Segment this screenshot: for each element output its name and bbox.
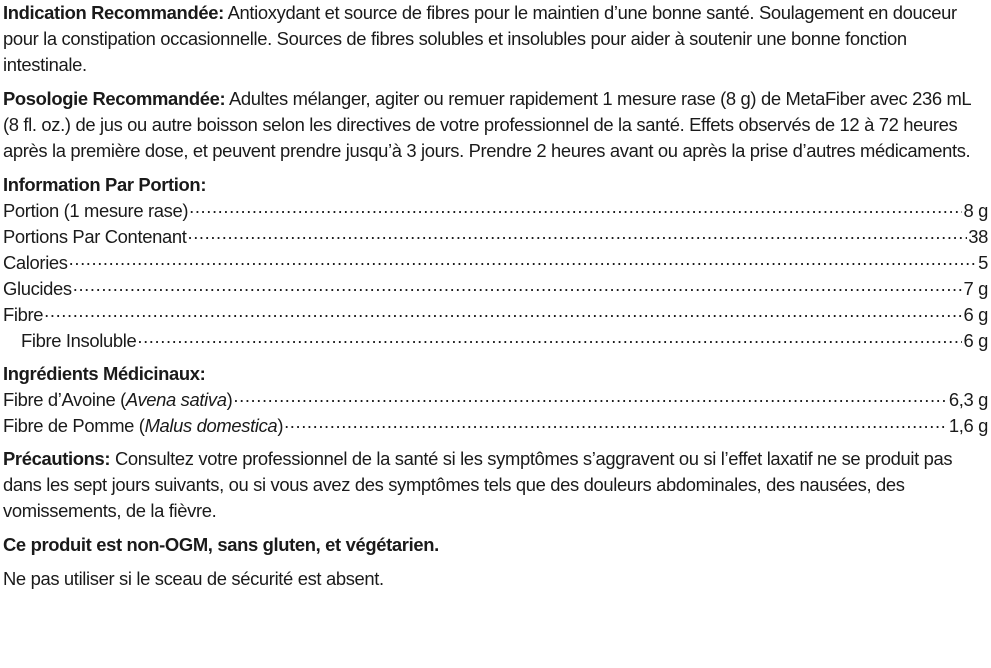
leader-dots [137,329,962,347]
glucides-label: Glucides [3,278,72,299]
portions-per-container-label: Portions Par Contenant [3,226,187,247]
glucides-row [3,276,988,302]
portion-row-value: 8 g [963,200,988,221]
ingredient-row-avoine [3,387,988,413]
non-ogm-statement: Ce produit est non-OGM, sans gluten, et végétarien. [3,534,439,555]
ingredient-label-avoine [3,387,232,413]
fibre-label: Fibre [3,304,44,325]
leader-dots [187,225,967,243]
indication-label: Indication Recommandée: [3,2,224,23]
posologie-paragraph [3,86,988,164]
leader-dots [73,277,963,295]
leader-dots [233,388,947,406]
glucides-value: 7 g [963,278,988,299]
ingredient-label-pomme [3,413,283,439]
leader-dots [69,251,977,269]
ingredient-name-pomme: Fibre de Pomme ( [3,415,145,436]
posologie-text: Adultes mélanger, agiter ou remuer rapidement 1 mesure rase (8 g) de MetaFiber avec 236 mL (8 fl. oz.) de jus ou autre boisson selon les directives de votre professionnel de la santé. Effets observés de 12 à 72 heures après la première dose, et peuvent prendre jusqu’à 3 jours. Prendre 2 heures avant ou après la prise d’autres médicaments. [3,88,971,161]
ingredient-latin-avoine: Avena sativa [125,389,227,410]
fibre-row [3,302,988,328]
ingredient-name-avoine: Fibre d’Avoine ( [3,389,126,410]
ingredient-close-avoine: ) [226,389,233,410]
leader-dots [189,199,962,217]
calories-row [3,250,988,276]
calories-label: Calories [3,252,68,273]
posologie-label: Posologie Recommandée: [3,88,226,109]
calories-value: 5 [978,252,988,273]
portion-info-section [3,172,988,354]
leader-dots [44,303,962,321]
portion-row [3,198,988,224]
ingredient-close-pomme: ) [277,415,284,436]
ingredient-row-pomme [3,413,988,439]
portion-info-heading: Information Par Portion: [3,174,207,195]
precautions-label: Précautions: [3,448,111,469]
precautions-paragraph [3,446,988,524]
fibre-value: 6 g [963,304,988,325]
fibre-insoluble-label: Fibre Insoluble [21,330,137,351]
ingredient-latin-pomme: Malus domestica [144,415,278,436]
indication-text: Antioxydant et source de fibres pour le maintien d’une bonne santé. Soulagement en douceur pour la constipation occasionnelle. Sources de fibres solubles et insolubles pour aider à soutenir une bonne fonction intestinale. [3,2,957,75]
portions-per-container-row [3,224,988,250]
portion-row-label: Portion (1 mesure rase) [3,200,189,221]
ingredients-section [3,361,988,439]
portions-per-container-value: 38 [968,226,988,247]
indication-paragraph [3,0,988,78]
precautions-text: Consultez votre professionnel de la santé si les symptômes s’aggravent ou si l’effet laxatif ne se produit pas dans les sept jours suivants, ou si vous avez des symptômes tels que des douleurs abdominales, des nausées, des vomissements, de la fièvre. [3,448,953,521]
ingredient-value-avoine: 6,3 g [948,389,988,410]
leader-dots [284,414,948,432]
fibre-insoluble-row [3,328,988,354]
seal-notice: Ne pas utiliser si le sceau de sécurité est absent. [3,568,384,589]
fibre-insoluble-value: 6 g [963,330,988,351]
ingredients-heading: Ingrédients Médicinaux: [3,363,206,384]
ingredient-value-pomme: 1,6 g [948,415,988,436]
